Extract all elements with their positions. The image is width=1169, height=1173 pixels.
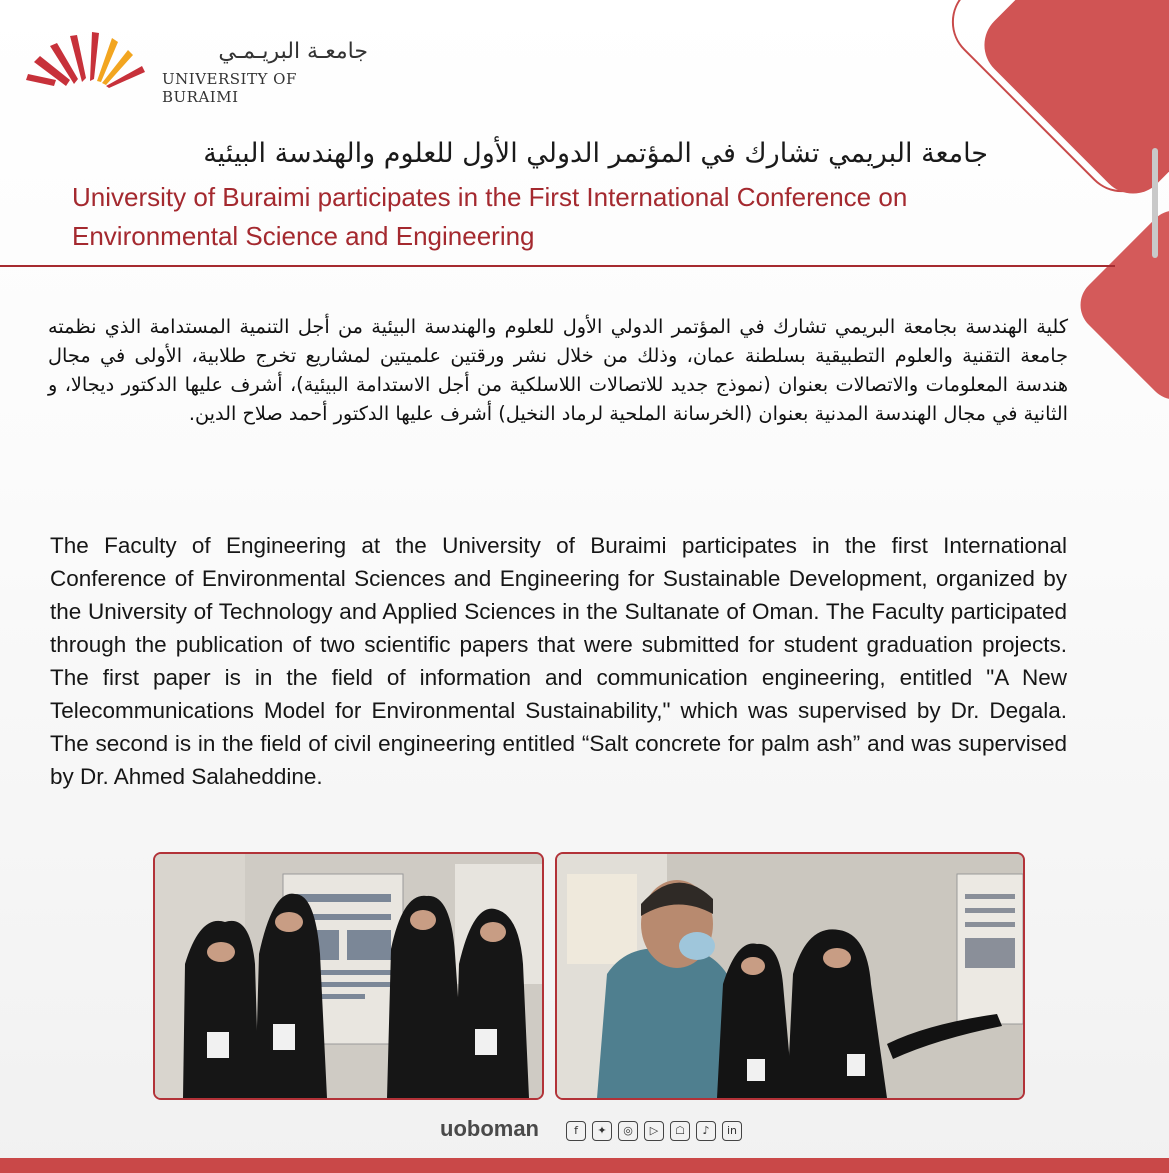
logo-arabic-text: جامعـة البريـمـي — [218, 39, 368, 64]
scrollbar[interactable] — [1152, 148, 1158, 258]
photo-professor-with-students — [555, 852, 1025, 1100]
instagram-icon[interactable]: ◎ — [618, 1121, 638, 1141]
divider-rule — [0, 265, 1115, 267]
bottom-accent-bar — [0, 1158, 1169, 1173]
snapchat-icon[interactable]: ☖ — [670, 1121, 690, 1141]
facebook-icon[interactable]: f — [566, 1121, 586, 1141]
body-arabic: كلية الهندسة بجامعة البريمي تشارك في المؤتمر الدولي الأول للعلوم والهندسة البيئية من أجل التنمية المستدامة الذي نظمته جامعة التقنية والعلوم التطبيقية بسلطنة عمان، وذلك من خلال نشر ورقتين علميتين لمشاريع تخرج طلابية، الأولى في مجال هندسة المعلومات والاتصالات بعنوان (نموذج جديد للاتصالات اللاسلكية من أجل الاستدامة البيئية)، أشرف عليها الدكتور ديجالا، و الثانية في مجال الهندسة المدنية بعنوان (الخرسانة الملحية لرماد النخيل) أشرف عليها الدكتور أحمد صلاح الدين. — [48, 315, 1068, 425]
logo-english-text: UNIVERSITY OF BURAIMI — [162, 70, 297, 106]
title-arabic: جامعة البريمي تشارك في المؤتمر الدولي الأول للعلوم والهندسة البيئية — [203, 138, 988, 169]
title-english: University of Buraimi participates in the First International Conference on Environmental Science and Engineering — [72, 182, 908, 251]
linkedin-icon[interactable]: in — [722, 1121, 742, 1141]
social-icons-row — [566, 1121, 742, 1141]
body-english: The Faculty of Engineering at the University of Buraimi participates in the first International Conference of Environmental Sciences and Engineering for Sustainable Development, organized by the University of Technology and Applied Sciences in the Sultanate of Oman. The Faculty participated through the publication of two scientific papers that were submitted for student graduation projects. The first paper is in the field of information and communication engineering, entitled "A New Telecommunications Model for Environmental Sustainability," which was supervised by Dr. Degala. The second is in the field of civil engineering entitled “Salt concrete for palm ash” and was supervised by Dr. Ahmed Salaheddine. — [50, 533, 1067, 789]
photo-students-at-poster — [153, 852, 544, 1100]
university-logo-icon — [26, 18, 156, 88]
decorative-red-diamond-top — [970, 0, 1169, 208]
youtube-icon[interactable]: ▷ — [644, 1121, 664, 1141]
social-handle[interactable]: uoboman — [440, 1116, 539, 1141]
tiktok-icon[interactable]: ♪ — [696, 1121, 716, 1141]
twitter-icon[interactable]: ✦ — [592, 1121, 612, 1141]
